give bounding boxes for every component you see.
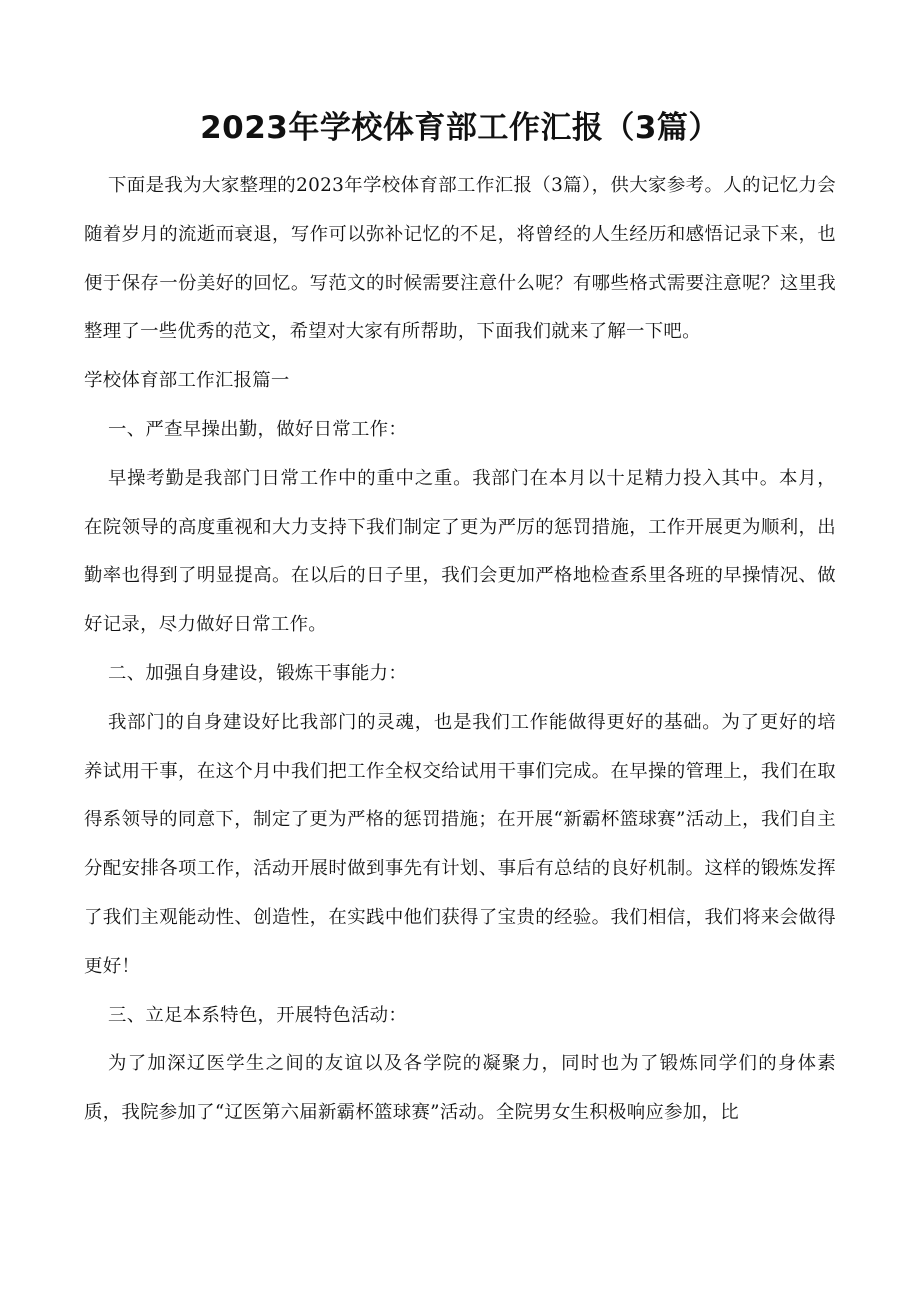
body-paragraph-1: 早操考勤是我部门日常工作中的重中之重。我部门在本月以十足精力投入其中。本月，在院领导的高度重视和大力支持下我们制定了更为严厉的惩罚措施，工作开展更为顺利，出勤率也得到了明显提高。在以后的日子里，我们会更加严格地检查系里各班的早操情况、做好记录，尽力做好日常工作。 (84, 467, 836, 636)
body-paragraph-3: 为了加深辽医学生之间的友谊以及各学院的凝聚力，同时也为了锻炼同学们的身体素质，我院参加了“辽医第六届新霸杯篮球赛”活动。全院男女生积极响应参加，比 (84, 1053, 836, 1124)
document-title: 2023年学校体育部工作汇报（3篇） (200, 110, 720, 146)
body-paragraph-2: 我部门的自身建设好比我部门的灵魂，也是我们工作能做得更好的基础。为了更好的培养试用干事，在这个月中我们把工作全权交给试用干事们完成。在早操的管理上，我们在取得系领导的同意下，制定了更为严格的惩罚措施；在开展“新霸杯篮球赛”活动上，我们自主分配安排各项工作，活动开展时做到事先有计划、事后有总结的良好机制。这样的锻炼发挥了我们主观能动性、创造性，在实践中他们获得了宝贵的经验。我们相信，我们将来会做得更好！ (84, 711, 836, 977)
subheading-3: 三、立足本系特色，开展特色活动： (108, 1004, 408, 1026)
intro-paragraph: 下面是我为大家整理的2023年学校体育部工作汇报（3篇），供大家参考。人的记忆力会随着岁月的流逝而衰退，写作可以弥补记忆的不足，将曾经的人生经历和感悟记录下来，也便于保存一份美好的回忆。写范文的时候需要注意什么呢？有哪些格式需要注意呢？这里我整理了一些优秀的范文，希望对大家有所帮助，下面我们就来了解一下吧。 (84, 175, 836, 343)
subheading-2: 二、加强自身建设，锻炼干事能力： (108, 662, 408, 684)
document-body (84, 162, 836, 1138)
section-heading: 学校体育部工作汇报篇一 (84, 370, 290, 392)
subheading-1: 一、严查早操出勤，做好日常工作： (108, 418, 408, 440)
